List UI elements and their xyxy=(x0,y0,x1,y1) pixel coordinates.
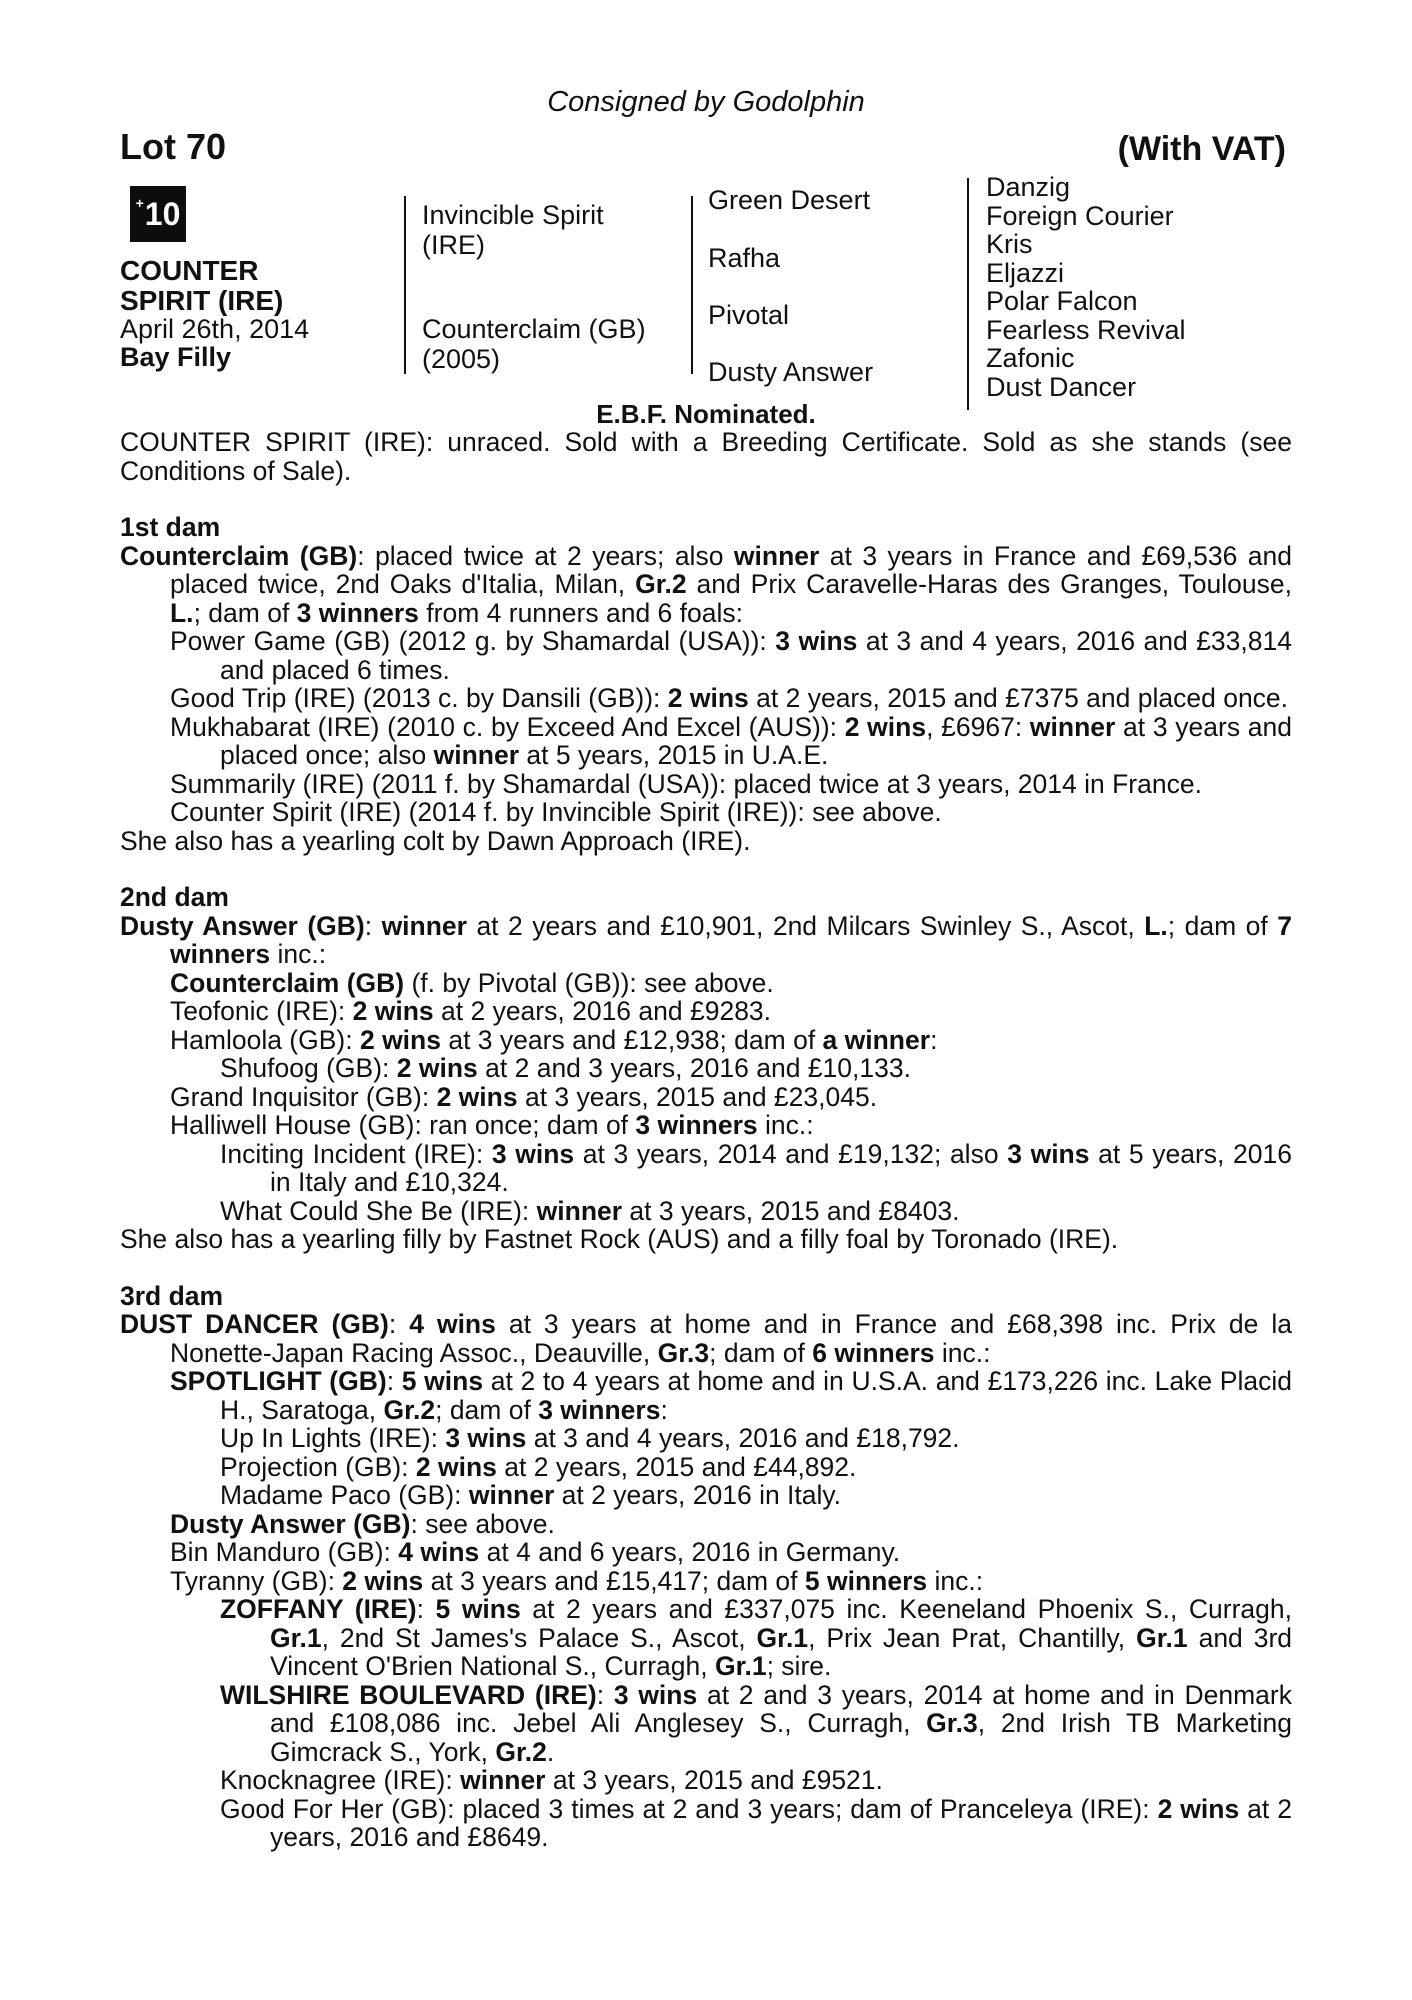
pedigree-entry xyxy=(120,1510,1292,1539)
text: Inciting Incident (IRE): xyxy=(220,1138,492,1169)
pedigree-entry xyxy=(120,542,1292,628)
bold-text: L. xyxy=(1144,910,1168,941)
bold-text: 5 winners xyxy=(804,1565,928,1596)
section-heading: 2nd dam xyxy=(120,882,229,912)
pedigree-sire: Invincible Spirit (IRE) xyxy=(422,200,604,260)
bold-text: Counterclaim (GB) xyxy=(170,967,405,998)
bold-text: Gr.3 xyxy=(657,1337,710,1368)
text: Counter Spirit (IRE) (2014 f. by Invincible Spirit (IRE)): see above. xyxy=(170,797,942,827)
pedigree-entry xyxy=(120,1453,1292,1482)
bold-text: a winner xyxy=(822,1024,931,1055)
pedigree-divider-1 xyxy=(404,196,406,374)
bold-text: DUST DANCER (GB) xyxy=(120,1309,389,1339)
horse-name-line-2: SPIRIT (IRE) xyxy=(120,285,284,316)
bold-text: WILSHIRE BOULEVARD (IRE) xyxy=(220,1679,597,1710)
bold-text: 2 wins xyxy=(436,1081,518,1112)
bold-text: Gr.3 xyxy=(926,1708,978,1738)
bold-text: 2 wins xyxy=(667,683,749,713)
text: at 2 and 3 years, 2014 at home and in Denmark and £108,086 inc. Jebel Ali Anglesey S., Curragh, xyxy=(270,1679,1292,1738)
text: at 2 years, 2016 and £8649. xyxy=(270,1793,1292,1852)
pedigree-dam: Counterclaim (GB) (2005) xyxy=(422,314,646,374)
bold-text: winner xyxy=(536,1195,623,1226)
text: ; dam of xyxy=(1167,910,1278,941)
pedigree-entry xyxy=(120,1026,1292,1055)
text: at 3 and 4 years, 2016 and £18,792. xyxy=(526,1423,960,1453)
bold-text: 2 wins xyxy=(352,996,434,1026)
text: from 4 runners and 6 foals: xyxy=(418,597,743,628)
bold-text: 2 wins xyxy=(359,1024,441,1055)
text: at 3 years in France and £69,536 and placed twice, 2nd Oaks d'Italia, Milan, xyxy=(170,540,1292,599)
text: Shufoog (GB): xyxy=(220,1053,397,1083)
pedigree-entry xyxy=(120,684,1292,713)
text: Knocknagree (IRE): xyxy=(220,1765,461,1795)
text: What Could She Be (IRE): xyxy=(220,1195,537,1226)
section-note xyxy=(120,827,1292,856)
bold-text: 2 wins xyxy=(396,1053,478,1083)
bold-text: winner xyxy=(433,740,520,770)
pedigree-great-grandparent: Eljazzi xyxy=(986,258,1065,288)
text: at 2 years, 2016 and £9283. xyxy=(433,996,772,1026)
bold-text: Gr.1 xyxy=(756,1622,809,1653)
text: at 5 years, 2015 in U.A.E. xyxy=(519,740,829,770)
bold-text: 2 wins xyxy=(342,1565,424,1596)
lot-number: Lot 70 xyxy=(120,126,227,167)
bold-text: 5 wins xyxy=(401,1366,484,1396)
pedigree-entry xyxy=(120,1595,1292,1681)
bold-text: 2 wins xyxy=(415,1451,497,1482)
pedigree-entry xyxy=(120,1310,1292,1367)
dam-sections xyxy=(120,513,1292,1852)
text: Halliwell House (GB): ran once; dam of xyxy=(170,1110,636,1140)
section-heading: 1st dam xyxy=(120,512,221,542)
badge-number: 10 xyxy=(144,195,181,232)
pedigree-entry xyxy=(120,969,1292,998)
text: ; sire. xyxy=(766,1651,832,1681)
text: : xyxy=(660,1394,668,1425)
text: Projection (GB): xyxy=(220,1451,416,1482)
text: Up In Lights (IRE): xyxy=(220,1423,446,1453)
pedigree-entry xyxy=(120,770,1292,799)
text: . xyxy=(546,1736,555,1767)
text: at 3 and 4 years, 2016 and £33,814 and placed 6 times. xyxy=(220,626,1292,685)
pedigree-entry xyxy=(120,1197,1292,1226)
text: at 3 years, 2015 and £9521. xyxy=(545,1765,883,1795)
pedigree-divider-2 xyxy=(691,196,693,374)
pedigree-entry xyxy=(120,1766,1292,1795)
bold-text: Gr.2 xyxy=(635,569,687,599)
section-heading: 3rd dam xyxy=(120,1280,224,1311)
pedigree-entry xyxy=(120,1567,1292,1596)
pedigree-great-grandparent: Danzig xyxy=(986,172,1071,202)
text: Bin Manduro (GB): xyxy=(170,1537,399,1567)
text: Madame Paco (GB): xyxy=(220,1480,469,1510)
bold-text: L. xyxy=(170,597,194,628)
pedigree-entry xyxy=(120,627,1292,684)
bold-text: winner xyxy=(733,540,820,571)
text: at 2 years, 2016 in Italy. xyxy=(554,1480,842,1510)
badge-plus-mark: + xyxy=(135,195,144,211)
bold-text: ZOFFANY (IRE) xyxy=(220,1594,417,1624)
bold-text: 2 wins xyxy=(1157,1793,1240,1824)
catalogue-body xyxy=(120,428,1292,1852)
pedigree-entry xyxy=(120,1424,1292,1453)
pedigree-grandparent: Green Desert xyxy=(708,185,871,215)
text: at 3 years, 2015 and £23,045. xyxy=(517,1081,878,1112)
text: Tyranny (GB): xyxy=(170,1565,343,1596)
text: at 3 years at home and in France and £68,398 inc. Prix de la Nonette-Japan Racing Assoc., Deauville, xyxy=(170,1309,1292,1368)
text: Hamloola (GB): xyxy=(170,1024,360,1055)
pedigree-great-grandparent: Dust Dancer xyxy=(986,372,1137,402)
text: : placed twice at 2 years; also xyxy=(357,540,734,571)
pedigree-entry xyxy=(120,1481,1292,1510)
bold-text: 3 wins xyxy=(775,626,858,656)
text: at 2 and 3 years, 2016 and £10,133. xyxy=(477,1053,911,1083)
text: Good Trip (IRE) (2013 c. by Dansili (GB)): xyxy=(170,683,668,713)
pedigree-great-grandparent: Foreign Courier xyxy=(986,201,1174,231)
horse-name-line-1: COUNTER xyxy=(120,255,259,286)
bold-text: 3 wins xyxy=(491,1138,575,1169)
text: : xyxy=(416,1594,436,1624)
horse-description: Bay Filly xyxy=(120,342,232,372)
bold-text: 6 winners xyxy=(812,1337,935,1368)
text: Teofonic (IRE): xyxy=(170,996,353,1026)
intro-paragraph: COUNTER SPIRIT (IRE): unraced. Sold with a Breeding Certificate. Sold as she stands (see Conditions of Sale). xyxy=(120,427,1292,486)
bold-text: 5 wins xyxy=(435,1594,521,1624)
pedigree-entry xyxy=(120,1538,1292,1567)
text: : xyxy=(364,910,382,941)
text: at 3 years and £15,417; dam of xyxy=(423,1565,805,1596)
consignor-line: Consigned by Godolphin xyxy=(547,86,865,118)
text: at 3 years and placed once; also xyxy=(220,711,1293,770)
text: She also has a yearling colt by Dawn Approach (IRE). xyxy=(120,825,751,856)
text: Grand Inquisitor (GB): xyxy=(170,1081,437,1112)
pedigree-great-grandparent: Kris xyxy=(986,229,1033,259)
text: at 4 and 6 years, 2016 in Germany. xyxy=(479,1537,901,1567)
horse-name xyxy=(120,256,283,316)
bold-text: 4 wins xyxy=(398,1537,480,1567)
text: : xyxy=(596,1679,614,1710)
text: and Prix Caravelle-Haras des Granges, Toulouse, xyxy=(686,569,1292,599)
pedigree-grandparent: Rafha xyxy=(708,243,781,273)
text: at 2 to 4 years at home and in U.S.A. and £173,226 inc. Lake Placid H., Saratoga, xyxy=(220,1366,1292,1425)
text: at 3 years, 2014 and £19,132; also xyxy=(574,1138,1008,1169)
pedigree-entry xyxy=(120,997,1292,1026)
text: , Prix Jean Prat, Chantilly, xyxy=(808,1622,1137,1653)
text: at 2 years, 2015 and £44,892. xyxy=(496,1451,857,1482)
bold-text: winner xyxy=(381,910,467,941)
text: Summarily (IRE) (2011 f. by Shamardal (USA)): placed twice at 3 years, 2014 in France. xyxy=(170,768,1202,799)
text: inc.: xyxy=(270,939,327,969)
ebf-nominated: E.B.F. Nominated. xyxy=(596,399,816,429)
text: , 2nd St James's Palace S., Ascot, xyxy=(321,1622,757,1653)
pedigree-great-grandparent: Fearless Revival xyxy=(986,315,1186,345)
text: at 5 years, 2016 in Italy and £10,324. xyxy=(270,1138,1292,1197)
pedigree-entry xyxy=(120,1140,1292,1197)
bold-text: SPOTLIGHT (GB) xyxy=(170,1366,387,1396)
pedigree-great-grandparent: Polar Falcon xyxy=(986,286,1138,316)
foaling-date: April 26th, 2014 xyxy=(120,314,310,344)
pedigree-entry xyxy=(120,1681,1292,1767)
pedigree-entry xyxy=(120,1367,1292,1424)
text: , 2nd Irish TB Marketing Gimcrack S., York, xyxy=(270,1708,1292,1767)
bold-text: 4 wins xyxy=(409,1309,496,1339)
bold-text: Dusty Answer (GB) xyxy=(120,910,365,941)
pedigree-entry xyxy=(120,798,1292,827)
pedigree-grandparent: Dusty Answer xyxy=(708,357,874,387)
text: , £6967: xyxy=(926,711,1030,742)
pedigree-divider-3 xyxy=(967,178,969,410)
text: : xyxy=(930,1024,938,1055)
text: at 2 years and £337,075 inc. Keeneland Phoenix S., Curragh, xyxy=(520,1594,1292,1624)
vat-label: (With VAT) xyxy=(1117,130,1286,168)
text: Power Game (GB) (2012 g. by Shamardal (USA)): xyxy=(170,626,776,656)
bold-text: Gr.2 xyxy=(495,1736,547,1767)
text: and 3rd Vincent O'Brien National S., Curragh, xyxy=(270,1622,1293,1681)
text: inc.: xyxy=(927,1565,984,1596)
pedigree-entry xyxy=(120,1054,1292,1083)
text: ; dam of xyxy=(709,1337,813,1368)
pedigree-entry xyxy=(120,1083,1292,1112)
bold-text: 3 wins xyxy=(445,1423,527,1453)
text: at 2 years, 2015 and £7375 and placed once. xyxy=(748,683,1289,713)
bold-text: Gr.1 xyxy=(715,1651,767,1681)
bold-text: 2 wins xyxy=(844,711,927,742)
pedigree-entry xyxy=(120,1111,1292,1140)
bold-text: Gr.2 xyxy=(383,1394,436,1425)
text: ; dam of xyxy=(435,1394,539,1425)
bold-text: 7 winners xyxy=(170,910,1292,969)
text: Good For Her (GB): placed 3 times at 2 and 3 years; dam of Pranceleya (IRE): xyxy=(220,1793,1158,1824)
bold-text: 3 winners xyxy=(635,1110,758,1140)
bold-text: 3 winners xyxy=(296,597,419,628)
text: at 3 years, 2015 and £8403. xyxy=(622,1195,960,1226)
text: : xyxy=(386,1366,402,1396)
pedigree-grandparent: Pivotal xyxy=(708,300,790,330)
text: inc.: xyxy=(757,1110,814,1140)
text: at 3 years and £12,938; dam of xyxy=(440,1024,823,1055)
text: Mukhabarat (IRE) (2010 c. by Exceed And Excel (AUS)): xyxy=(170,711,845,742)
text: : xyxy=(388,1309,410,1339)
bold-text: winner xyxy=(1029,711,1116,742)
bold-text: Gr.1 xyxy=(270,1622,322,1653)
bold-text: Gr.1 xyxy=(1136,1622,1188,1653)
bold-text: Counterclaim (GB) xyxy=(120,540,358,571)
bold-text: winner xyxy=(468,1480,555,1510)
text: : see above. xyxy=(410,1508,555,1539)
text: at 2 years and £10,901, 2nd Milcars Swinley S., Ascot, xyxy=(466,910,1145,941)
bold-text: Dusty Answer (GB) xyxy=(170,1508,411,1539)
section-note xyxy=(120,1225,1292,1254)
ten-plus-badge-icon xyxy=(130,186,186,242)
bold-text: 3 winners xyxy=(538,1394,661,1425)
text: inc.: xyxy=(934,1337,991,1368)
bold-text: 3 wins xyxy=(613,1679,698,1710)
pedigree-great-grandparent: Zafonic xyxy=(986,343,1075,373)
text: (f. by Pivotal (GB)): see above. xyxy=(404,967,774,998)
bold-text: winner xyxy=(460,1765,546,1795)
pedigree-entry xyxy=(120,1795,1292,1852)
text: She also has a yearling filly by Fastnet Rock (AUS) and a filly foal by Toronado (IRE). xyxy=(120,1224,1119,1254)
text: ; dam of xyxy=(193,597,297,628)
pedigree-entry xyxy=(120,713,1292,770)
pedigree-entry xyxy=(120,912,1292,969)
bold-text: 3 wins xyxy=(1007,1138,1090,1169)
